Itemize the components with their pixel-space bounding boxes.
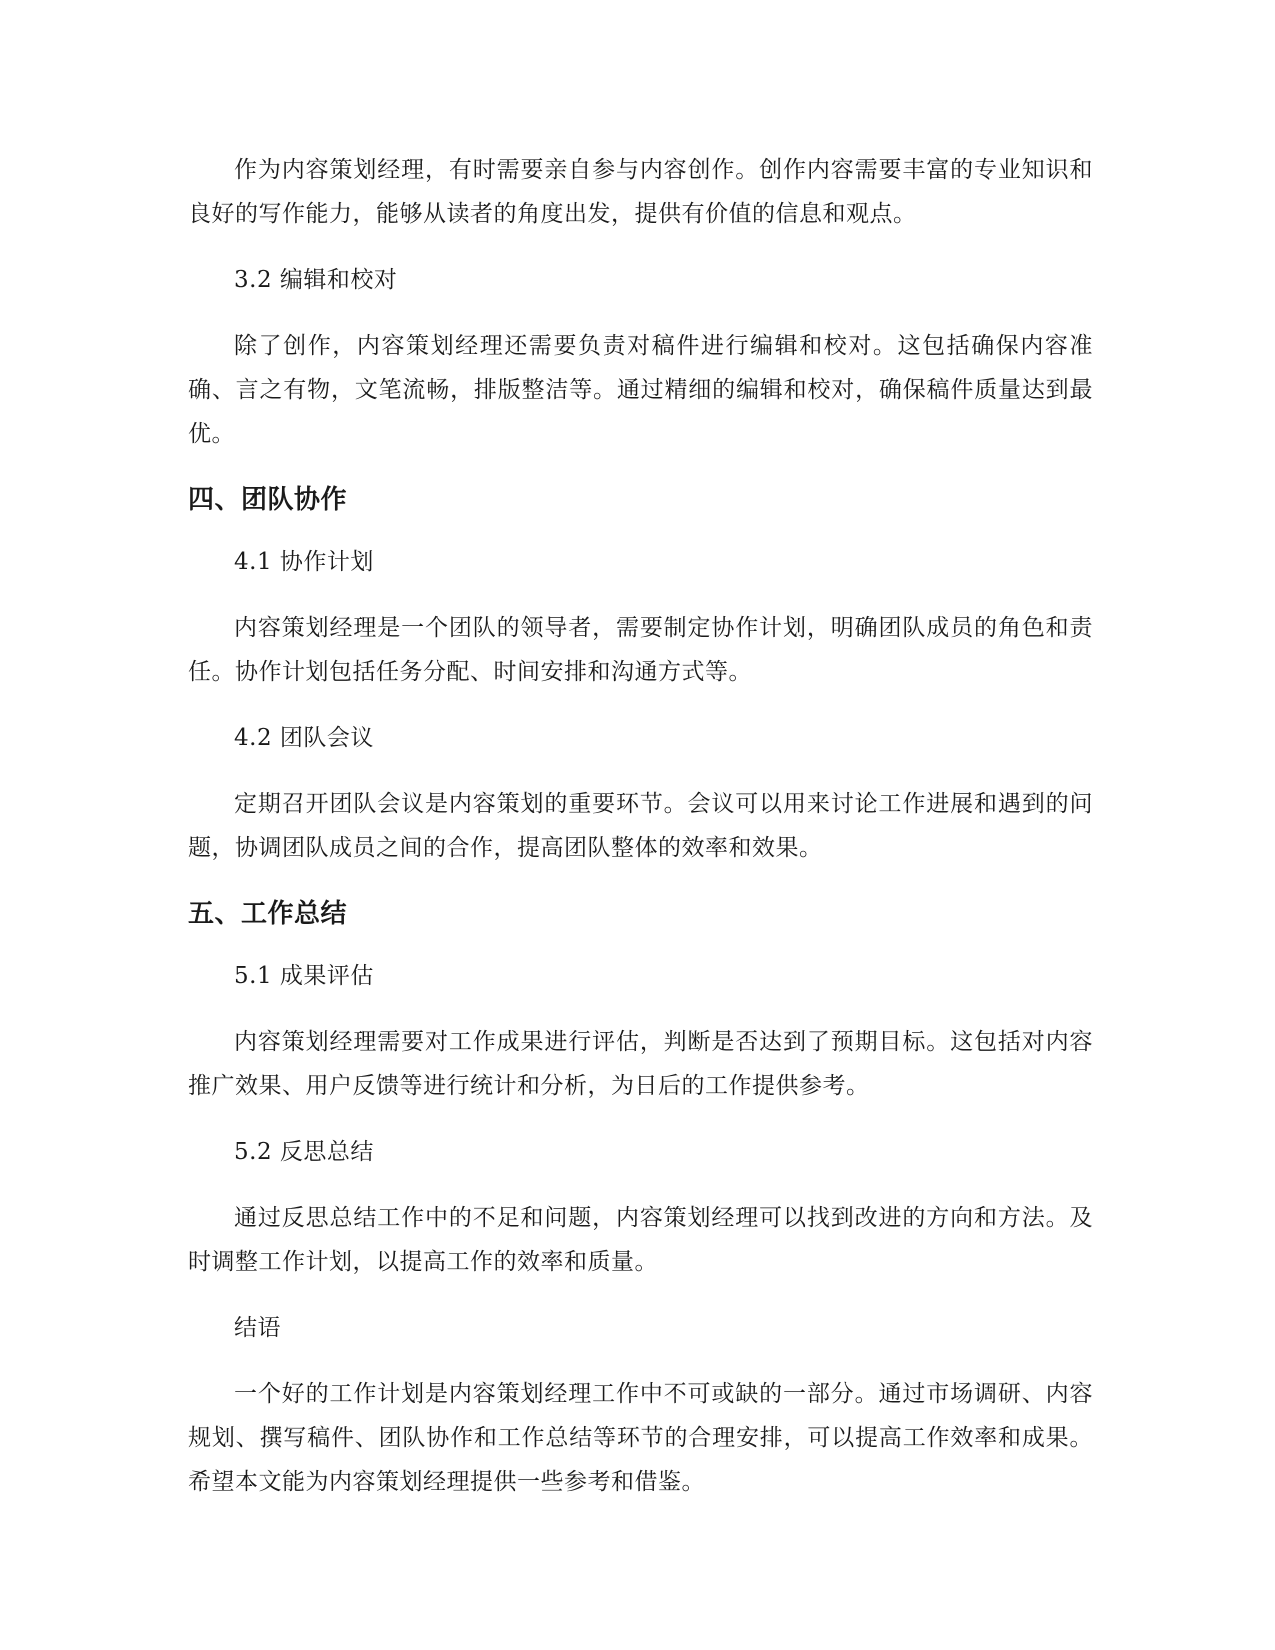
paragraph-editing-proofreading: 除了创作，内容策划经理还需要负责对稿件进行编辑和校对。这包括确保内容准确、言之有物，文笔流畅，排版整洁等。通过精细的编辑和校对，确保稿件质量达到最优。 <box>188 333 1093 447</box>
subheading-reflection-summary: 5.2 反思总结 <box>234 1139 374 1165</box>
section-heading-team-collaboration: 四、团队协作 <box>188 485 348 515</box>
paragraph-conclusion: 一个好的工作计划是内容策划经理工作中不可或缺的一部分。通过市场调研、内容规划、撰写稿件、团队协作和工作总结等环节的合理安排，可以提高工作效率和成果。希望本文能为内容策划经理提供一些参考和借鉴。 <box>188 1381 1093 1495</box>
paragraph-team-meeting: 定期召开团队会议是内容策划的重要环节。会议可以用来讨论工作进展和遇到的问题，协调团队成员之间的合作，提高团队整体的效率和效果。 <box>188 791 1093 861</box>
paragraph-content-creation: 作为内容策划经理，有时需要亲自参与内容创作。创作内容需要丰富的专业知识和良好的写作能力，能够从读者的角度出发，提供有价值的信息和观点。 <box>188 157 1093 227</box>
section-heading-work-summary: 五、工作总结 <box>188 899 348 929</box>
subheading-results-evaluation: 5.1 成果评估 <box>234 963 374 989</box>
subheading-team-meeting: 4.2 团队会议 <box>234 725 374 751</box>
subheading-collaboration-plan: 4.1 协作计划 <box>234 549 374 575</box>
paragraph-collaboration-plan: 内容策划经理是一个团队的领导者，需要制定协作计划，明确团队成员的角色和责任。协作计划包括任务分配、时间安排和沟通方式等。 <box>188 615 1093 685</box>
document-body <box>188 148 1093 1526</box>
subheading-editing-proofreading: 3.2 编辑和校对 <box>234 267 398 293</box>
subheading-conclusion: 结语 <box>234 1315 281 1341</box>
paragraph-results-evaluation: 内容策划经理需要对工作成果进行评估，判断是否达到了预期目标。这包括对内容推广效果、用户反馈等进行统计和分析，为日后的工作提供参考。 <box>188 1029 1093 1099</box>
paragraph-reflection-summary: 通过反思总结工作中的不足和问题，内容策划经理可以找到改进的方向和方法。及时调整工作计划，以提高工作的效率和质量。 <box>188 1205 1093 1275</box>
